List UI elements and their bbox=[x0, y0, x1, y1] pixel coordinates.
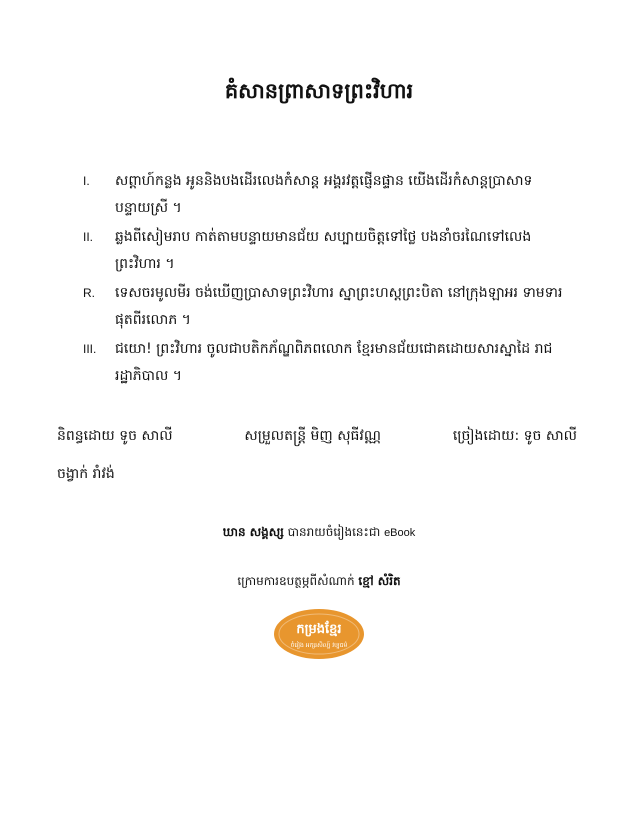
item-number: R. bbox=[83, 286, 95, 300]
publisher-name: ឃាន សង្គស្ស bbox=[222, 525, 284, 539]
credits bbox=[57, 420, 577, 486]
author-credit: និពន្ធដោយ ទូច សាលី bbox=[57, 428, 173, 444]
sponsor-text: ក្រោមការឧបត្ថម្ភពីសំណាក់ bbox=[237, 574, 359, 588]
list-item bbox=[83, 168, 568, 222]
list-item bbox=[83, 224, 568, 278]
item-text: ឆ្លងពីសៀមរាប កាត់តាមបន្ទាយមានជ័យ សប្បាយចិត្តទៅថ្លៃ បងនាំចរណៃទៅលេង ព្រះវិហារ ។ bbox=[115, 229, 532, 272]
singer-credit: ច្រៀងដោយ: ទូច សាលី bbox=[452, 428, 577, 444]
list-item bbox=[83, 336, 568, 390]
logo-title: កម្រងខ្មែរ bbox=[296, 622, 342, 637]
item-number: III. bbox=[83, 342, 97, 356]
page-title: គំសានព្រាសាទព្រះវិហារ bbox=[224, 79, 414, 103]
item-text: ជយោ! ព្រះវិហារ ចូលជាបតិកភ័ណ្ឌពិភពលោក ខ្មែរមានជ័យជោគដោយសារស្នាដៃ រាជរដ្ឋាភិបាល ។ bbox=[115, 341, 553, 384]
list-item bbox=[83, 280, 568, 334]
ebook-line bbox=[0, 524, 638, 542]
item-text: ទេសចរមូលមីរ ចង់ឃើញប្រាសាទព្រះវិហារ ស្នាព្រះហស្តព្រះបិតា នៅក្រុងឡាអរ ទាមទារផុតពីរលោភ ។ bbox=[115, 285, 563, 328]
rhythm-credit: ចង្វាក់ រាំវង់ bbox=[57, 466, 115, 482]
khmer-logo-icon bbox=[273, 608, 365, 660]
item-number: I. bbox=[83, 174, 90, 188]
ebook-label: eBook bbox=[384, 527, 416, 539]
logo-subtitle: ចំរៀង អក្សរសិល្ប៍ វប្បធម៌ bbox=[290, 642, 348, 649]
item-text: សព្តាហ៍កន្លង អូននិងបងដើរលេងកំសាន្ត អង្គរវត្តផ្ញើនផ្ទាន យើងដើរកំសាន្តប្រាសាទ បន្ទាយស្រី ។ bbox=[115, 173, 533, 216]
ebook-text: បានរាយចំរៀងនេះជា bbox=[283, 525, 385, 539]
sponsor-line bbox=[0, 573, 638, 591]
arranger-credit: សម្រួលតន្ត្រី មិញ សុធីវណ្ណ bbox=[244, 428, 381, 444]
sponsor-name: ខ្មៅ សំរិត bbox=[358, 574, 401, 588]
lyrics-list bbox=[83, 168, 568, 392]
credits-row bbox=[57, 420, 577, 452]
item-number: II. bbox=[83, 230, 94, 244]
